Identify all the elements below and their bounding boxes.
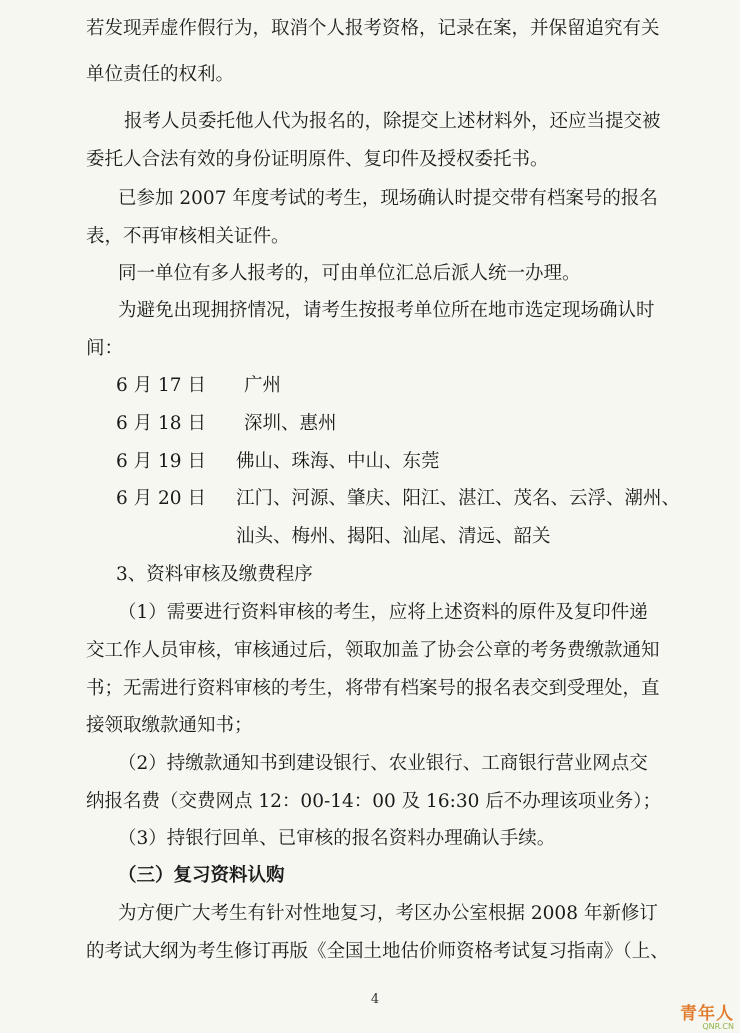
paragraph-4-line-1: 同一单位有多人报考的，可由单位汇总后派人统一办理。 [118, 263, 581, 284]
schedule-places: 深圳、惠州 [244, 413, 337, 434]
item-1-line-3: 书；无需进行资料审核的考生，将带有档案号的报名表交到受理处，直 [86, 678, 660, 699]
section-3-heading: 3、资料审核及缴费程序 [116, 564, 313, 585]
page-number: 4 [370, 992, 380, 1007]
paragraph-5-line-2: 间： [86, 338, 124, 359]
paragraph-3-line-1: 已参加 2007 年度考试的考生，现场确认时提交带有档案号的报名 [118, 188, 658, 209]
review-line-2: 的考试大纲为考生修订再版《全国土地估价师资格考试复习指南》（上、 [86, 941, 669, 962]
schedule-places: 江门、河源、肇庆、阳江、湛江、茂名、云浮、潮州、 [236, 488, 681, 509]
schedule-date: 6 月 20 日 [116, 488, 206, 509]
paragraph-2-line-1: 报考人员委托他人代为报名的，除提交上述材料外，还应当提交被 [124, 111, 661, 132]
paragraph-3-line-2: 表，不再审核相关证件。 [86, 226, 290, 247]
item-1-line-1: （1）需要进行资料审核的考生，应将上述资料的原件及复印件递 [118, 602, 648, 623]
item-3-line-1: （3）持银行回单、已审核的报名资料办理确认手续。 [118, 828, 556, 849]
schedule-date: 6 月 19 日 [116, 451, 206, 472]
section-review-heading: （三）复习资料认购 [118, 865, 285, 886]
schedule-places: 广州 [244, 375, 282, 396]
schedule-places: 佛山、珠海、中山、东莞 [236, 451, 440, 472]
item-1-line-4: 接领取缴款通知书； [86, 715, 253, 736]
paragraph-2-line-2: 委托人合法有效的身份证明原件、复印件及授权委托书。 [86, 149, 549, 170]
watermark-text-cn: 青年人 [680, 1004, 734, 1024]
watermark-logo [660, 1005, 734, 1031]
item-2-line-1: （2）持缴款通知书到建设银行、农业银行、工商银行营业网点交 [118, 753, 648, 774]
schedule-date: 6 月 17 日 [116, 375, 206, 396]
schedule-places-continued: 汕头、梅州、揭阳、汕尾、清远、韶关 [236, 526, 551, 547]
paragraph-1-line-2: 单位责任的权利。 [86, 64, 235, 85]
item-2-line-2: 纳报名费（交费网点 12：00-14：00 及 16:30 后不办理该项业务）； [86, 791, 662, 812]
item-1-line-2: 交工作人员审核，审核通过后，领取加盖了协会公章的考务费缴款通知 [86, 640, 660, 661]
schedule-date: 6 月 18 日 [116, 413, 206, 434]
watermark-text-en: QNR.CN [702, 1022, 734, 1031]
review-line-1: 为方便广大考生有针对性地复习，考区办公室根据 2008 年新修订 [118, 903, 658, 924]
paragraph-5-line-1: 为避免出现拥挤情况，请考生按报考单位所在地市选定现场确认时 [118, 300, 655, 321]
paragraph-1-line-1: 若发现弄虚作假行为，取消个人报考资格，记录在案，并保留追究有关 [86, 18, 660, 39]
